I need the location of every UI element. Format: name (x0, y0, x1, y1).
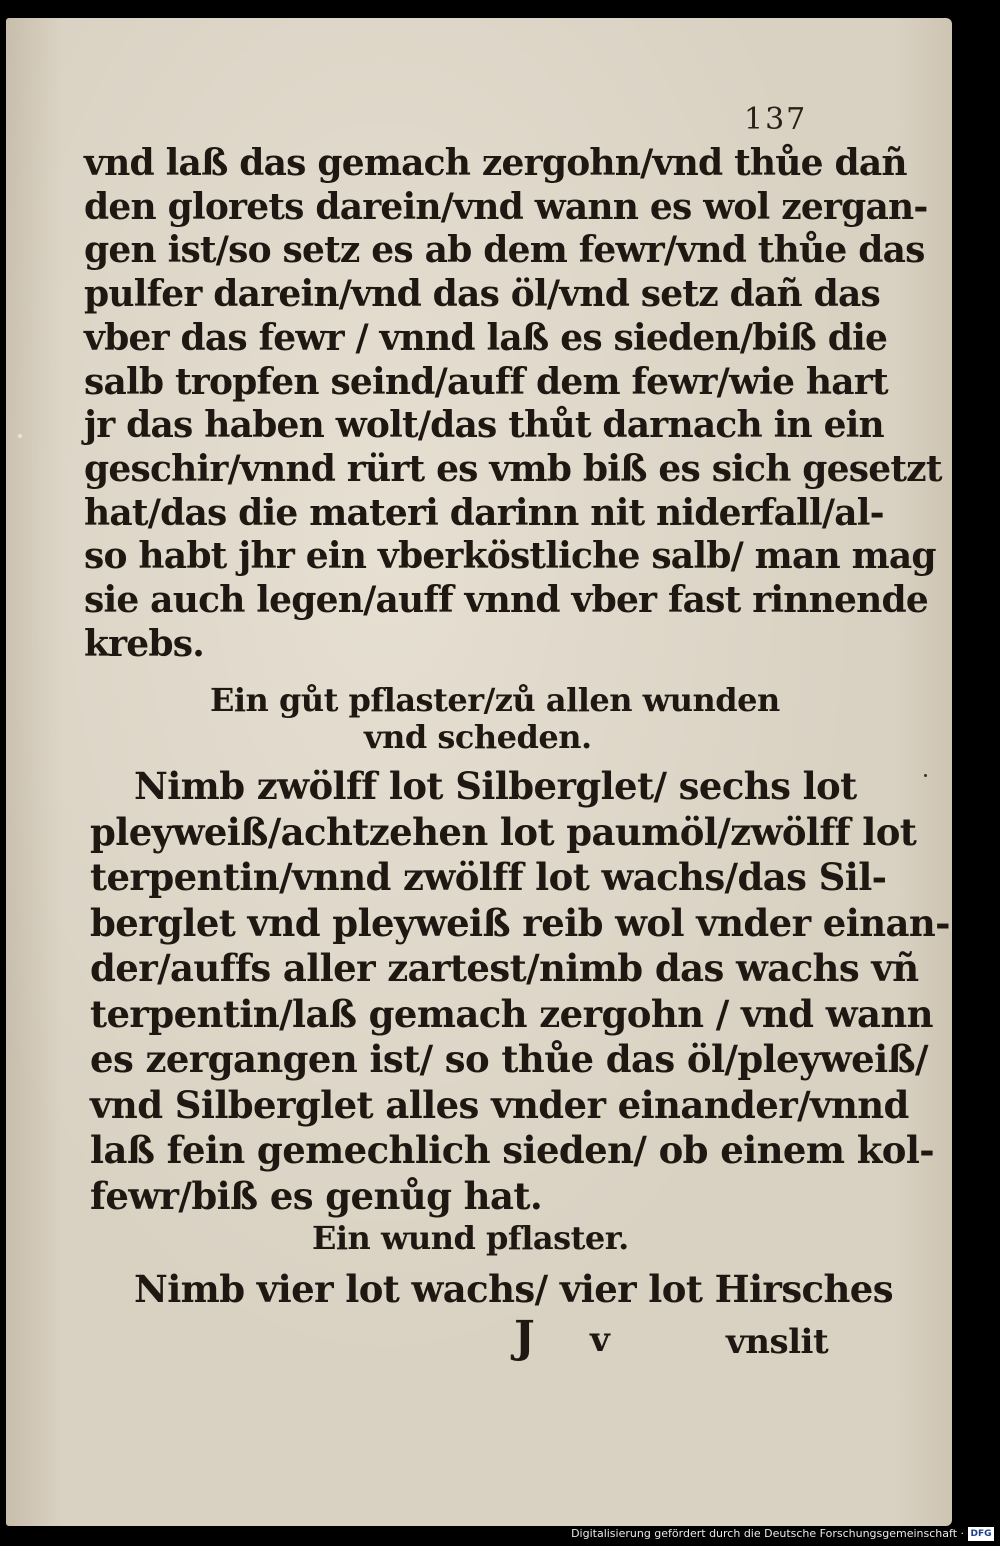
text-line: der/auffs aller zartest/nimb das wachs vñ (90, 946, 919, 990)
signature-number: v (590, 1320, 610, 1360)
text-line: pulfer darein/vnd das öl/vnd setz dañ das (84, 273, 880, 316)
text-line: den glorets darein/vnd wann es wol zergan- (84, 185, 928, 228)
text-line: fewr/biß es genůg hat. (90, 1173, 543, 1218)
text-line: so habt jhr ein vberköstliche salb/ man mag (84, 535, 936, 578)
heading-line: Ein gůt pflaster/zů allen wunden (210, 681, 780, 719)
signature-mark: J (514, 1312, 535, 1363)
text-line: sie auch legen/auff vnnd vber fast rinnende (84, 579, 928, 622)
text-line: hat/das die materi darinn nit niderfall/al- (84, 491, 884, 534)
heading-line: vnd scheden. (364, 718, 592, 756)
catchword: vnslit (726, 1322, 829, 1362)
dfg-logo: DFG (968, 1527, 994, 1541)
section-heading-2: Ein wund pflaster. (312, 1219, 629, 1257)
book-page (6, 18, 952, 1526)
text-line: vber das fewr / vnnd laß es sieden/biß die (84, 316, 888, 359)
text-line-last: Nimb vier lot wachs/ vier lot Hirsches (134, 1267, 893, 1311)
page-number: 137 (744, 102, 808, 137)
text-line: jr das haben wolt/das thůt darnach in ein (84, 404, 884, 447)
paper-speck (18, 434, 22, 438)
text-line: vnd Silberglet alles vnder einander/vnnd (90, 1082, 909, 1127)
text-line: salb tropfen seind/auff dem fewr/wie hart (84, 360, 888, 403)
text-line: krebs. (84, 622, 204, 665)
text-line: gen ist/so setz es ab dem fewr/vnd thůe das (84, 229, 925, 272)
paragraph-2 (90, 764, 950, 1219)
section-heading-1 (210, 682, 780, 756)
text-line: laß fein gemechlich sieden/ ob einem kol- (90, 1128, 935, 1172)
text-line: Nimb zwölff lot Silberglet/ sechs lot (134, 764, 857, 808)
text-line: terpentin/laß gemach zergohn / vnd wann (90, 991, 933, 1036)
text-line: berglet vnd pleyweiß reib wol vnder einan- (90, 900, 950, 945)
paper-speck (924, 774, 927, 777)
text-line: es zergangen ist/ so thůe das öl/pleyweiß/ (90, 1037, 928, 1081)
paragraph-1 (84, 142, 942, 666)
text-line: geschir/vnnd rürt es vmb biß es sich gesetzt (84, 447, 942, 490)
digitization-credit: Digitalisierung gefördert durch die Deutsche Forschungsgemeinschaft · (571, 1527, 964, 1540)
text-line: pleyweiß/achtzehen lot paumöl/zwölff lot (90, 809, 917, 854)
text-line: terpentin/vnnd zwölff lot wachs/das Sil- (90, 855, 887, 899)
text-line: vnd laß das gemach zergohn/vnd thůe dañ (84, 142, 907, 184)
